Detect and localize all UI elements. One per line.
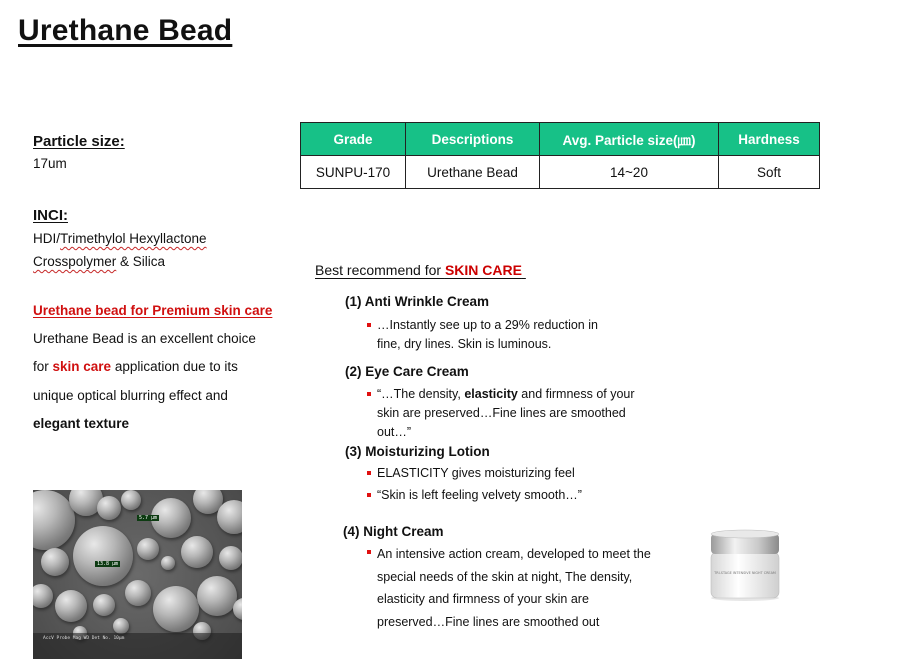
particle-size-value: 17um xyxy=(33,156,67,171)
cell-description: Urethane Bead xyxy=(406,156,540,189)
premium-line-2-a: for xyxy=(33,359,53,374)
premium-line-3: unique optical blurring effect and xyxy=(33,388,228,403)
rec-item-4-line-2: special needs of the skin at night, The density, xyxy=(377,569,633,584)
rec-item-1-line-2: fine, dry lines. Skin is luminous. xyxy=(377,337,552,351)
jar-label: TRI-STAGE INTENSIVE NIGHT CREAM xyxy=(714,571,776,575)
rec-item-4-title: (4) Night Cream xyxy=(343,524,444,539)
rec-item-4-line-1: An intensive action cream, developed to meet the xyxy=(377,547,651,561)
table-row xyxy=(301,156,820,189)
inci-line-1-a: HDI/ xyxy=(33,231,60,246)
rec-item-3-bullet-1: ELASTICITY gives moisturizing feel xyxy=(367,464,575,483)
rec-item-4-line-4: preserved…Fine lines are smoothed out xyxy=(377,614,600,629)
recommend-heading-a: Best recommend for xyxy=(315,262,445,278)
inci-line-1-b: Trimethylol Hexyllactone xyxy=(60,231,207,246)
rec-item-3-bullet-2: “Skin is left feeling velvety smooth…” xyxy=(367,486,582,505)
sem-micrograph xyxy=(33,490,242,659)
rec-item-2-title: (2) Eye Care Cream xyxy=(345,364,469,379)
premium-line-2 xyxy=(33,359,238,374)
recommend-heading xyxy=(315,262,526,278)
col-header-grade: Grade xyxy=(301,123,406,156)
rec-item-2-bullet xyxy=(367,385,635,442)
inci-heading: INCI: xyxy=(33,207,68,224)
sem-measure-tag-2: 13.8 μm xyxy=(97,561,119,567)
cell-grade: SUNPU-170 xyxy=(301,156,406,189)
rec-item-2-line-1c: and firmness of your xyxy=(517,387,635,401)
col-header-descriptions: Descriptions xyxy=(406,123,540,156)
rec-item-4-line-3: elasticity and firmness of your skin are xyxy=(377,592,589,606)
rec-item-2-line-3: out…” xyxy=(377,425,412,439)
premium-line-1: Urethane Bead is an excellent choice xyxy=(33,331,256,346)
premium-line-2-c: application due to its xyxy=(111,359,238,374)
rec-item-4-bullet xyxy=(367,543,651,633)
col-header-hardness: Hardness xyxy=(719,123,820,156)
inci-line-2-b: & Silica xyxy=(116,254,166,269)
rec-item-1-bullet xyxy=(367,316,598,354)
page-title: Urethane Bead xyxy=(18,14,233,47)
recommend-heading-b: SKIN CARE xyxy=(444,262,522,278)
rec-item-2-line-1b: elasticity xyxy=(464,387,518,401)
sem-measure-tag-1: 5.7 μm xyxy=(139,515,158,521)
particle-size-heading: Particle size: xyxy=(33,133,125,150)
cell-hardness: Soft xyxy=(719,156,820,189)
inci-line-2-a: Crosspolymer xyxy=(33,254,117,269)
night-cream-jar-image xyxy=(708,528,782,602)
col-header-particle-size: Avg. Particle size(㎛) xyxy=(540,123,719,156)
premium-line-4: elegant texture xyxy=(33,416,130,431)
rec-item-2-line-2: skin are preserved…Fine lines are smoothed xyxy=(377,406,626,420)
cell-particle-size: 14~20 xyxy=(540,156,719,189)
rec-item-1-title: (1) Anti Wrinkle Cream xyxy=(345,294,490,309)
rec-item-3-title: (3) Moisturizing Lotion xyxy=(345,444,490,459)
premium-heading: Urethane bead for Premium skin care xyxy=(33,303,273,318)
rec-item-1-line-1: …Instantly see up to a 29% reduction in xyxy=(377,318,598,332)
sem-meta: AccV Probe Mag WD Det No. 10μm xyxy=(43,636,125,641)
inci-line-2 xyxy=(33,254,165,269)
rec-item-2-line-1a: “…The density, xyxy=(377,387,465,401)
inci-line-1 xyxy=(33,231,207,246)
grade-table-header-row xyxy=(301,123,820,156)
grade-table xyxy=(300,122,820,189)
premium-line-2-b: skin care xyxy=(52,359,112,374)
